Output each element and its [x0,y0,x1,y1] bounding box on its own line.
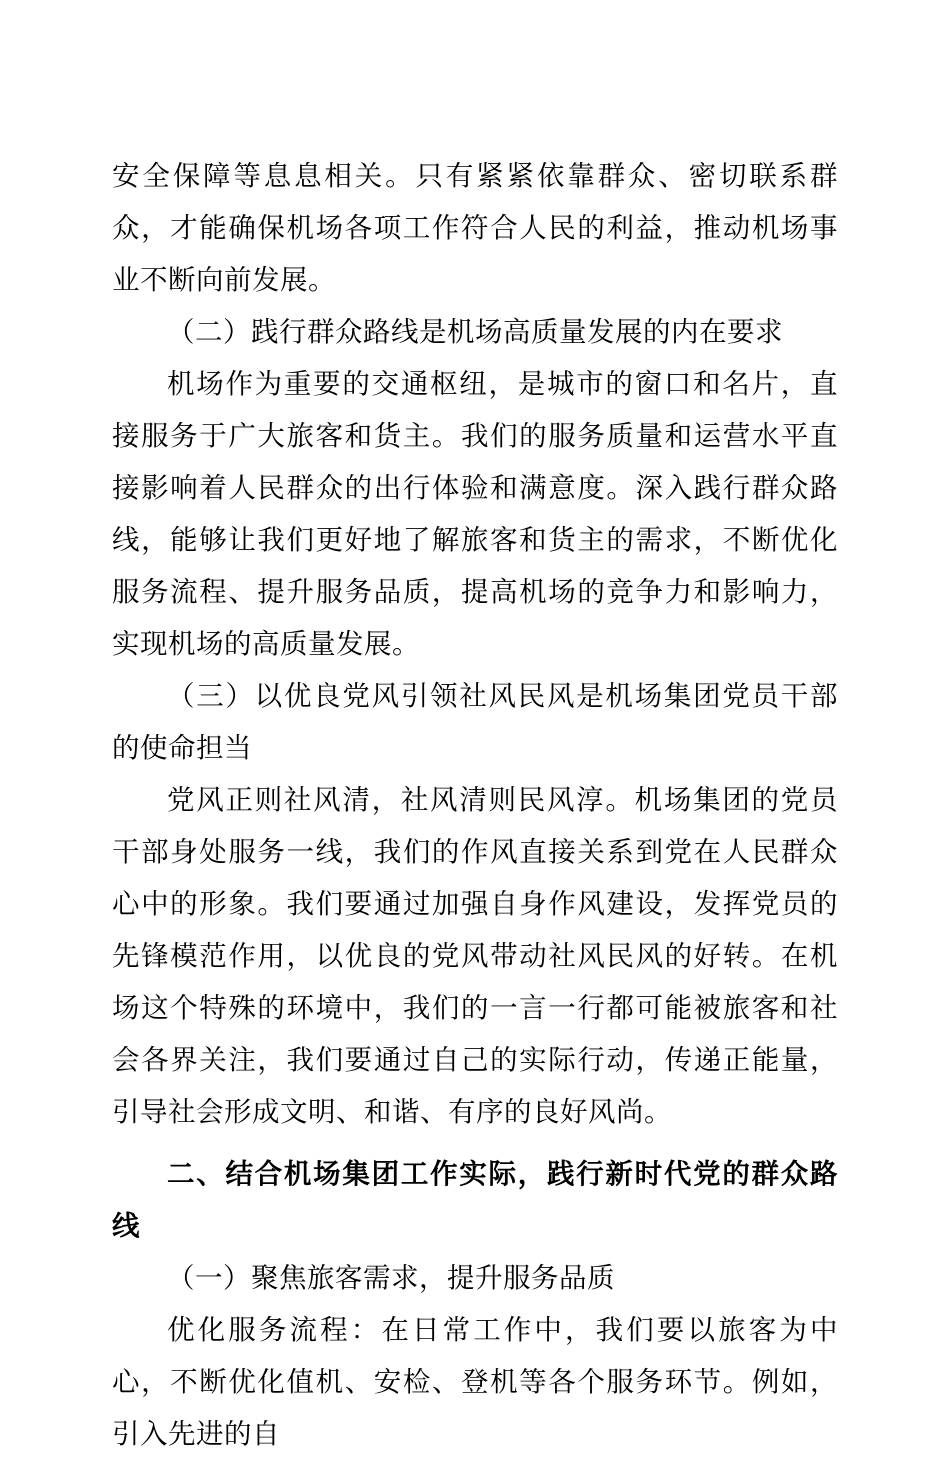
document-body [112,150,838,1460]
sub-heading-two: （二）践行群众路线是机场高质量发展的内在要求 [167,316,783,348]
paragraph-party-style: 党风正则社风清，社风清则民风淳。机场集团的党员干部身处服务一线，我们的作风直接关系到党在人民群众心中的形象。我们要通过加强自身作风建设，发挥党员的先锋模范作用，以优良的党风带动社风民风的好转。在机场这个特殊的环境中，我们的一言一行都可能被旅客和社会各界关注，我们要通过自己的实际行动，传递正能量，引导社会形成文明、和谐、有序的良好风尚。 [112,784,838,1128]
section-spacer [112,1138,838,1142]
paragraph-continued: 安全保障等息息相关。只有紧紧依靠群众、密切联系群众，才能确保机场各项工作符合人民的利益，推动机场事业不断向前发展。 [112,160,838,296]
section-heading-two: 二、结合机场集团工作实际，践行新时代党的群众路线 [112,1158,838,1242]
sub-heading-one: （一）聚焦旅客需求，提升服务品质 [167,1262,615,1294]
paragraph-service-process: 优化服务流程：在日常工作中，我们要以旅客为中心，不断优化值机、安检、登机等各个服务环节。例如，引入先进的自 [112,1314,838,1450]
paragraph-airport-hub: 机场作为重要的交通枢纽，是城市的窗口和名片，直接服务于广大旅客和货主。我们的服务质量和运营水平直接影响着人民群众的出行体验和满意度。深入践行群众路线，能够让我们更好地了解旅客和货主的需求，不断优化服务流程、提升服务品质，提高机场的竞争力和影响力，实现机场的高质量发展。 [112,368,838,660]
sub-heading-three: （三）以优良党风引领社风民风是机场集团党员干部的使命担当 [112,680,838,764]
